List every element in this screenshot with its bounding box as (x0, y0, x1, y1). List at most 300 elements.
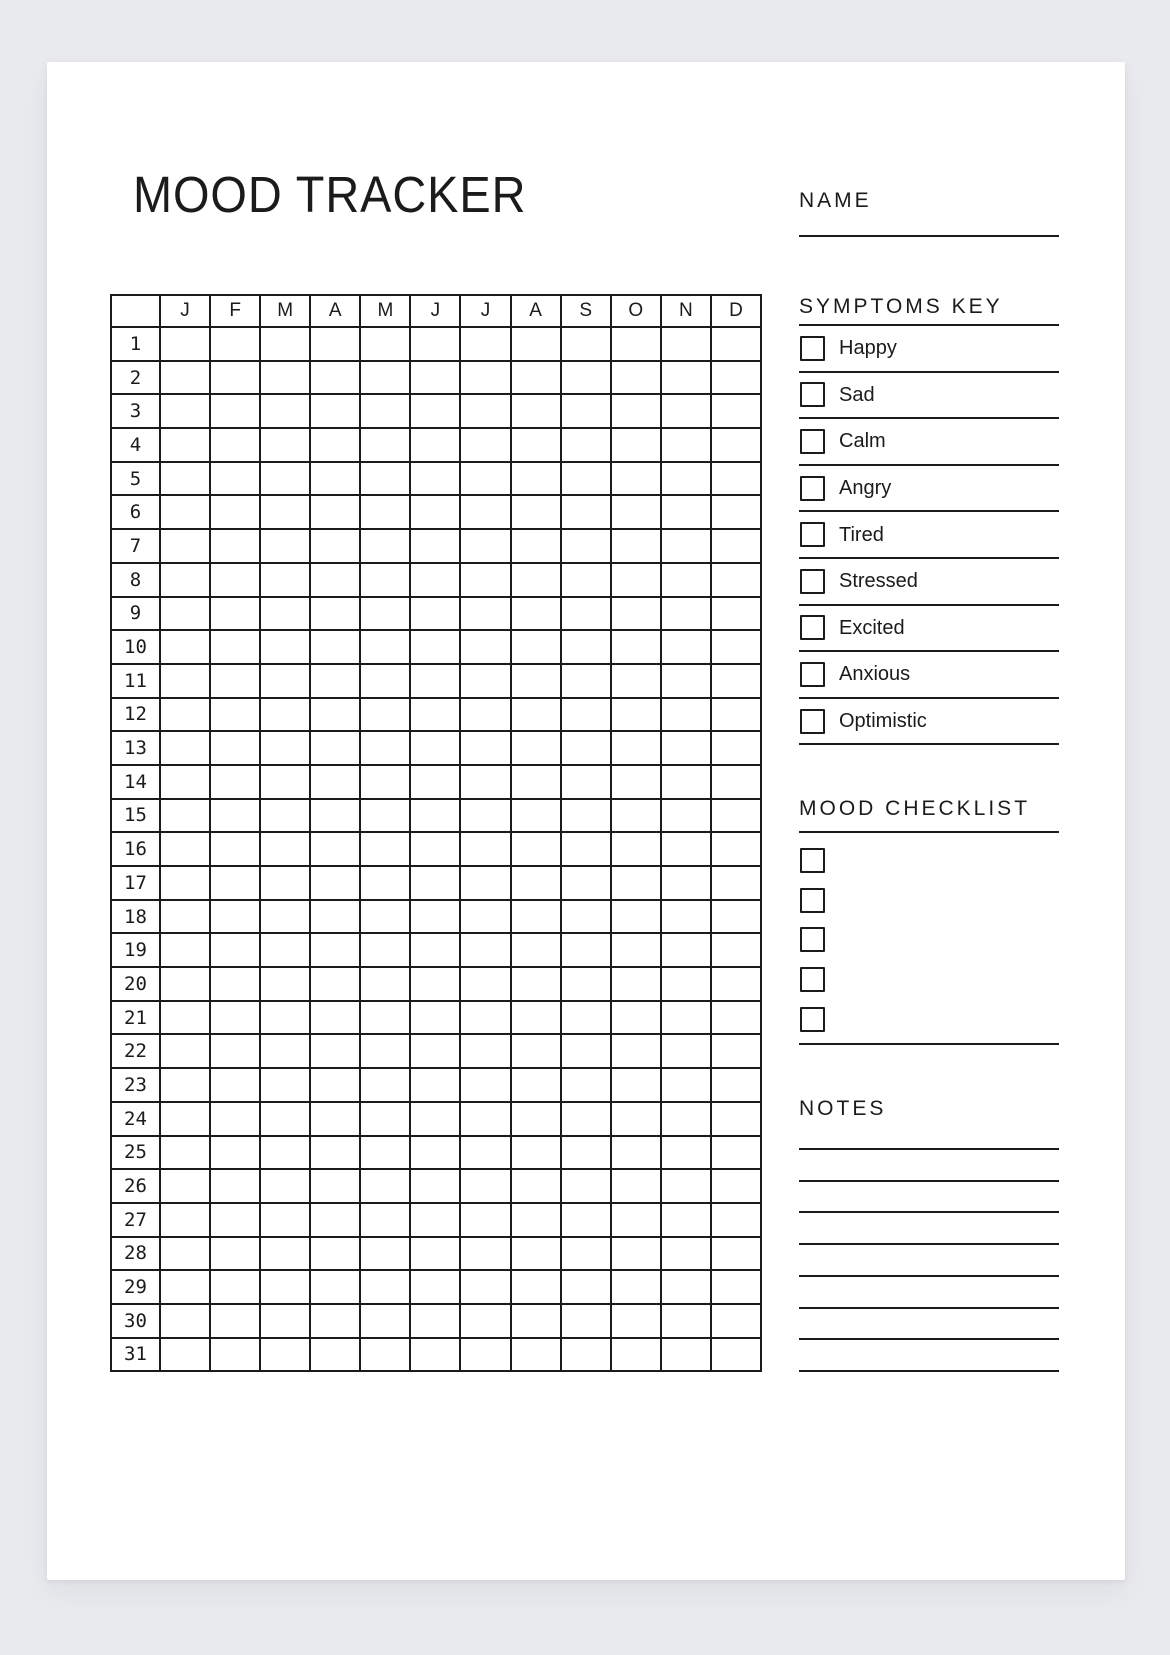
mood-cell[interactable] (310, 597, 360, 631)
mood-cell[interactable] (460, 361, 510, 395)
mood-cell[interactable] (661, 1203, 711, 1237)
mood-cell[interactable] (310, 495, 360, 529)
mood-cell[interactable] (711, 967, 761, 1001)
mood-cell[interactable] (160, 529, 210, 563)
mood-cell[interactable] (511, 1338, 561, 1372)
mood-cell[interactable] (561, 495, 611, 529)
mood-cell[interactable] (460, 630, 510, 664)
mood-cell[interactable] (360, 698, 410, 732)
mood-cell[interactable] (611, 1102, 661, 1136)
mood-cell[interactable] (460, 1001, 510, 1035)
mood-cell[interactable] (310, 630, 360, 664)
mood-cell[interactable] (661, 1068, 711, 1102)
mood-cell[interactable] (360, 1203, 410, 1237)
mood-cell[interactable] (611, 597, 661, 631)
mood-cell[interactable] (360, 1001, 410, 1035)
mood-cell[interactable] (460, 462, 510, 496)
mood-cell[interactable] (661, 1338, 711, 1372)
mood-cell[interactable] (410, 1304, 460, 1338)
mood-cell[interactable] (160, 866, 210, 900)
mood-cell[interactable] (711, 1136, 761, 1170)
mood-cell[interactable] (260, 1068, 310, 1102)
mood-cell[interactable] (460, 933, 510, 967)
mood-cell[interactable] (611, 495, 661, 529)
mood-cell[interactable] (661, 1270, 711, 1304)
mood-cell[interactable] (360, 832, 410, 866)
mood-cell[interactable] (210, 495, 260, 529)
mood-cell[interactable] (711, 698, 761, 732)
mood-cell[interactable] (410, 1068, 460, 1102)
mood-cell[interactable] (360, 1136, 410, 1170)
mood-cell[interactable] (561, 799, 611, 833)
mood-cell[interactable] (160, 563, 210, 597)
mood-cell[interactable] (511, 933, 561, 967)
mood-cell[interactable] (360, 495, 410, 529)
mood-cell[interactable] (611, 563, 661, 597)
mood-cell[interactable] (210, 731, 260, 765)
mood-cell[interactable] (410, 933, 460, 967)
mood-cell[interactable] (711, 933, 761, 967)
mood-cell[interactable] (360, 630, 410, 664)
mood-cell[interactable] (160, 1034, 210, 1068)
mood-cell[interactable] (210, 1001, 260, 1035)
mood-cell[interactable] (711, 1034, 761, 1068)
mood-checkbox[interactable] (800, 888, 825, 913)
mood-cell[interactable] (511, 900, 561, 934)
mood-cell[interactable] (661, 327, 711, 361)
mood-cell[interactable] (561, 394, 611, 428)
mood-cell[interactable] (460, 1169, 510, 1203)
mood-cell[interactable] (160, 1102, 210, 1136)
mood-cell[interactable] (511, 327, 561, 361)
mood-cell[interactable] (160, 765, 210, 799)
mood-cell[interactable] (360, 394, 410, 428)
mood-cell[interactable] (460, 1338, 510, 1372)
symptom-checkbox[interactable] (800, 569, 825, 594)
mood-cell[interactable] (711, 900, 761, 934)
mood-cell[interactable] (210, 462, 260, 496)
mood-cell[interactable] (260, 1270, 310, 1304)
mood-cell[interactable] (210, 664, 260, 698)
mood-cell[interactable] (611, 1304, 661, 1338)
mood-cell[interactable] (511, 1136, 561, 1170)
mood-cell[interactable] (310, 529, 360, 563)
mood-cell[interactable] (310, 361, 360, 395)
mood-cell[interactable] (210, 967, 260, 1001)
mood-cell[interactable] (210, 900, 260, 934)
mood-cell[interactable] (661, 1304, 711, 1338)
mood-cell[interactable] (360, 1304, 410, 1338)
mood-cell[interactable] (661, 731, 711, 765)
mood-cell[interactable] (561, 361, 611, 395)
mood-cell[interactable] (310, 664, 360, 698)
mood-cell[interactable] (260, 361, 310, 395)
mood-cell[interactable] (410, 664, 460, 698)
mood-cell[interactable] (310, 698, 360, 732)
mood-cell[interactable] (511, 1034, 561, 1068)
mood-cell[interactable] (711, 866, 761, 900)
mood-cell[interactable] (711, 664, 761, 698)
mood-cell[interactable] (661, 866, 711, 900)
mood-cell[interactable] (360, 1068, 410, 1102)
mood-cell[interactable] (160, 967, 210, 1001)
mood-cell[interactable] (711, 529, 761, 563)
mood-cell[interactable] (661, 1102, 711, 1136)
mood-cell[interactable] (561, 1102, 611, 1136)
mood-cell[interactable] (360, 361, 410, 395)
mood-cell[interactable] (661, 495, 711, 529)
mood-cell[interactable] (561, 1237, 611, 1271)
mood-cell[interactable] (210, 765, 260, 799)
mood-cell[interactable] (260, 1338, 310, 1372)
mood-cell[interactable] (511, 832, 561, 866)
mood-cell[interactable] (561, 933, 611, 967)
mood-cell[interactable] (210, 832, 260, 866)
mood-cell[interactable] (160, 327, 210, 361)
mood-cell[interactable] (711, 765, 761, 799)
mood-cell[interactable] (611, 832, 661, 866)
mood-cell[interactable] (360, 1237, 410, 1271)
mood-cell[interactable] (460, 967, 510, 1001)
mood-cell[interactable] (210, 1237, 260, 1271)
mood-cell[interactable] (160, 1203, 210, 1237)
mood-cell[interactable] (360, 327, 410, 361)
symptom-checkbox[interactable] (800, 662, 825, 687)
note-line[interactable] (799, 1307, 1059, 1309)
mood-cell[interactable] (711, 394, 761, 428)
mood-cell[interactable] (360, 1102, 410, 1136)
mood-cell[interactable] (160, 1068, 210, 1102)
mood-cell[interactable] (260, 327, 310, 361)
mood-cell[interactable] (160, 361, 210, 395)
mood-cell[interactable] (611, 394, 661, 428)
mood-cell[interactable] (561, 1068, 611, 1102)
mood-cell[interactable] (511, 462, 561, 496)
mood-cell[interactable] (360, 900, 410, 934)
mood-cell[interactable] (210, 1304, 260, 1338)
mood-cell[interactable] (511, 597, 561, 631)
mood-cell[interactable] (460, 495, 510, 529)
mood-cell[interactable] (460, 664, 510, 698)
mood-cell[interactable] (310, 1034, 360, 1068)
mood-cell[interactable] (460, 1136, 510, 1170)
mood-cell[interactable] (561, 1136, 611, 1170)
mood-cell[interactable] (561, 563, 611, 597)
mood-cell[interactable] (661, 1034, 711, 1068)
mood-cell[interactable] (260, 698, 310, 732)
mood-cell[interactable] (561, 765, 611, 799)
mood-cell[interactable] (210, 1270, 260, 1304)
mood-cell[interactable] (360, 933, 410, 967)
mood-cell[interactable] (511, 630, 561, 664)
mood-cell[interactable] (260, 731, 310, 765)
mood-cell[interactable] (410, 1102, 460, 1136)
mood-cell[interactable] (260, 900, 310, 934)
mood-cell[interactable] (711, 832, 761, 866)
note-line[interactable] (799, 1180, 1059, 1182)
mood-cell[interactable] (260, 428, 310, 462)
mood-cell[interactable] (260, 799, 310, 833)
mood-cell[interactable] (611, 361, 661, 395)
mood-cell[interactable] (310, 462, 360, 496)
mood-cell[interactable] (310, 832, 360, 866)
mood-cell[interactable] (561, 1034, 611, 1068)
mood-cell[interactable] (511, 495, 561, 529)
mood-cell[interactable] (210, 394, 260, 428)
mood-cell[interactable] (260, 1304, 310, 1338)
mood-cell[interactable] (460, 428, 510, 462)
mood-cell[interactable] (511, 1237, 561, 1271)
mood-cell[interactable] (561, 698, 611, 732)
mood-cell[interactable] (460, 1203, 510, 1237)
mood-cell[interactable] (711, 630, 761, 664)
mood-cell[interactable] (410, 327, 460, 361)
mood-cell[interactable] (210, 799, 260, 833)
mood-cell[interactable] (210, 1068, 260, 1102)
mood-cell[interactable] (310, 327, 360, 361)
mood-cell[interactable] (360, 529, 410, 563)
mood-cell[interactable] (310, 799, 360, 833)
mood-cell[interactable] (661, 832, 711, 866)
mood-cell[interactable] (711, 1001, 761, 1035)
note-line[interactable] (799, 1243, 1059, 1245)
mood-cell[interactable] (711, 1304, 761, 1338)
mood-cell[interactable] (160, 1338, 210, 1372)
mood-cell[interactable] (561, 866, 611, 900)
mood-cell[interactable] (160, 394, 210, 428)
mood-cell[interactable] (711, 428, 761, 462)
mood-cell[interactable] (410, 1338, 460, 1372)
mood-cell[interactable] (611, 1270, 661, 1304)
mood-cell[interactable] (210, 1169, 260, 1203)
mood-cell[interactable] (511, 799, 561, 833)
mood-cell[interactable] (260, 866, 310, 900)
mood-cell[interactable] (460, 327, 510, 361)
mood-cell[interactable] (410, 1203, 460, 1237)
mood-cell[interactable] (661, 1237, 711, 1271)
mood-cell[interactable] (260, 563, 310, 597)
mood-cell[interactable] (611, 1034, 661, 1068)
mood-cell[interactable] (160, 597, 210, 631)
mood-cell[interactable] (410, 1237, 460, 1271)
mood-cell[interactable] (260, 1001, 310, 1035)
mood-cell[interactable] (260, 495, 310, 529)
mood-cell[interactable] (611, 967, 661, 1001)
mood-cell[interactable] (460, 900, 510, 934)
mood-cell[interactable] (410, 900, 460, 934)
mood-cell[interactable] (310, 1203, 360, 1237)
mood-cell[interactable] (711, 361, 761, 395)
mood-cell[interactable] (310, 1136, 360, 1170)
mood-cell[interactable] (210, 933, 260, 967)
mood-cell[interactable] (410, 1270, 460, 1304)
mood-cell[interactable] (310, 394, 360, 428)
mood-cell[interactable] (410, 1034, 460, 1068)
mood-cell[interactable] (310, 1304, 360, 1338)
mood-cell[interactable] (511, 1102, 561, 1136)
mood-cell[interactable] (561, 731, 611, 765)
mood-cell[interactable] (260, 1136, 310, 1170)
mood-cell[interactable] (511, 765, 561, 799)
mood-cell[interactable] (511, 664, 561, 698)
mood-cell[interactable] (410, 1169, 460, 1203)
mood-cell[interactable] (260, 630, 310, 664)
mood-cell[interactable] (410, 630, 460, 664)
mood-cell[interactable] (410, 495, 460, 529)
mood-cell[interactable] (260, 967, 310, 1001)
mood-cell[interactable] (561, 1338, 611, 1372)
mood-cell[interactable] (611, 933, 661, 967)
mood-cell[interactable] (410, 462, 460, 496)
mood-cell[interactable] (511, 1304, 561, 1338)
mood-cell[interactable] (561, 1304, 611, 1338)
mood-cell[interactable] (511, 1203, 561, 1237)
mood-cell[interactable] (711, 731, 761, 765)
mood-cell[interactable] (511, 866, 561, 900)
mood-cell[interactable] (561, 597, 611, 631)
mood-cell[interactable] (210, 1034, 260, 1068)
mood-cell[interactable] (711, 1270, 761, 1304)
note-line[interactable] (799, 1338, 1059, 1340)
mood-cell[interactable] (460, 563, 510, 597)
mood-cell[interactable] (711, 1169, 761, 1203)
mood-cell[interactable] (460, 866, 510, 900)
symptom-checkbox[interactable] (800, 615, 825, 640)
mood-cell[interactable] (661, 630, 711, 664)
note-line[interactable] (799, 1370, 1059, 1372)
mood-cell[interactable] (210, 866, 260, 900)
mood-cell[interactable] (310, 1237, 360, 1271)
mood-cell[interactable] (160, 462, 210, 496)
mood-checkbox[interactable] (800, 1007, 825, 1032)
mood-cell[interactable] (210, 630, 260, 664)
mood-cell[interactable] (360, 1270, 410, 1304)
mood-cell[interactable] (310, 1338, 360, 1372)
mood-cell[interactable] (260, 394, 310, 428)
mood-cell[interactable] (611, 866, 661, 900)
mood-cell[interactable] (410, 361, 460, 395)
mood-cell[interactable] (210, 327, 260, 361)
mood-cell[interactable] (160, 1136, 210, 1170)
mood-cell[interactable] (260, 529, 310, 563)
note-line[interactable] (799, 1275, 1059, 1277)
mood-cell[interactable] (611, 1169, 661, 1203)
mood-cell[interactable] (511, 428, 561, 462)
mood-cell[interactable] (310, 731, 360, 765)
symptom-checkbox[interactable] (800, 382, 825, 407)
mood-cell[interactable] (611, 1068, 661, 1102)
mood-cell[interactable] (310, 563, 360, 597)
mood-cell[interactable] (561, 832, 611, 866)
mood-cell[interactable] (661, 361, 711, 395)
mood-cell[interactable] (410, 597, 460, 631)
mood-cell[interactable] (160, 1169, 210, 1203)
mood-cell[interactable] (561, 630, 611, 664)
mood-cell[interactable] (460, 1034, 510, 1068)
mood-cell[interactable] (611, 900, 661, 934)
mood-cell[interactable] (561, 900, 611, 934)
mood-cell[interactable] (511, 361, 561, 395)
mood-cell[interactable] (661, 765, 711, 799)
mood-cell[interactable] (460, 698, 510, 732)
mood-cell[interactable] (210, 1203, 260, 1237)
mood-cell[interactable] (210, 698, 260, 732)
symptom-checkbox[interactable] (800, 709, 825, 734)
mood-cell[interactable] (210, 1136, 260, 1170)
mood-cell[interactable] (711, 1203, 761, 1237)
mood-cell[interactable] (661, 1001, 711, 1035)
mood-cell[interactable] (711, 563, 761, 597)
mood-cell[interactable] (460, 731, 510, 765)
mood-cell[interactable] (360, 428, 410, 462)
mood-cell[interactable] (611, 731, 661, 765)
mood-cell[interactable] (160, 1304, 210, 1338)
mood-cell[interactable] (260, 664, 310, 698)
symptom-checkbox[interactable] (800, 336, 825, 361)
note-line[interactable] (799, 1148, 1059, 1150)
mood-cell[interactable] (310, 1102, 360, 1136)
mood-cell[interactable] (410, 731, 460, 765)
mood-cell[interactable] (310, 900, 360, 934)
mood-checkbox[interactable] (800, 927, 825, 952)
mood-cell[interactable] (711, 327, 761, 361)
mood-cell[interactable] (360, 866, 410, 900)
mood-cell[interactable] (410, 698, 460, 732)
mood-cell[interactable] (511, 1270, 561, 1304)
mood-cell[interactable] (611, 428, 661, 462)
mood-cell[interactable] (511, 698, 561, 732)
mood-cell[interactable] (711, 495, 761, 529)
mood-cell[interactable] (661, 1136, 711, 1170)
mood-cell[interactable] (611, 698, 661, 732)
mood-cell[interactable] (711, 799, 761, 833)
mood-cell[interactable] (661, 933, 711, 967)
mood-cell[interactable] (260, 1203, 310, 1237)
mood-cell[interactable] (611, 765, 661, 799)
mood-cell[interactable] (310, 967, 360, 1001)
mood-cell[interactable] (410, 1001, 460, 1035)
mood-cell[interactable] (561, 529, 611, 563)
mood-cell[interactable] (310, 428, 360, 462)
mood-cell[interactable] (611, 1136, 661, 1170)
mood-cell[interactable] (511, 1068, 561, 1102)
mood-cell[interactable] (410, 394, 460, 428)
mood-cell[interactable] (711, 1237, 761, 1271)
mood-cell[interactable] (511, 394, 561, 428)
mood-cell[interactable] (160, 664, 210, 698)
mood-cell[interactable] (310, 1169, 360, 1203)
mood-cell[interactable] (561, 462, 611, 496)
mood-cell[interactable] (310, 1270, 360, 1304)
mood-cell[interactable] (511, 563, 561, 597)
mood-cell[interactable] (661, 664, 711, 698)
mood-cell[interactable] (711, 1338, 761, 1372)
mood-cell[interactable] (160, 630, 210, 664)
mood-cell[interactable] (260, 933, 310, 967)
mood-cell[interactable] (611, 630, 661, 664)
mood-cell[interactable] (460, 394, 510, 428)
mood-cell[interactable] (360, 462, 410, 496)
mood-cell[interactable] (460, 1304, 510, 1338)
mood-cell[interactable] (661, 597, 711, 631)
symptom-checkbox[interactable] (800, 476, 825, 501)
mood-cell[interactable] (561, 967, 611, 1001)
mood-cell[interactable] (360, 967, 410, 1001)
mood-cell[interactable] (210, 428, 260, 462)
mood-cell[interactable] (711, 1068, 761, 1102)
mood-cell[interactable] (260, 1169, 310, 1203)
mood-cell[interactable] (460, 1068, 510, 1102)
